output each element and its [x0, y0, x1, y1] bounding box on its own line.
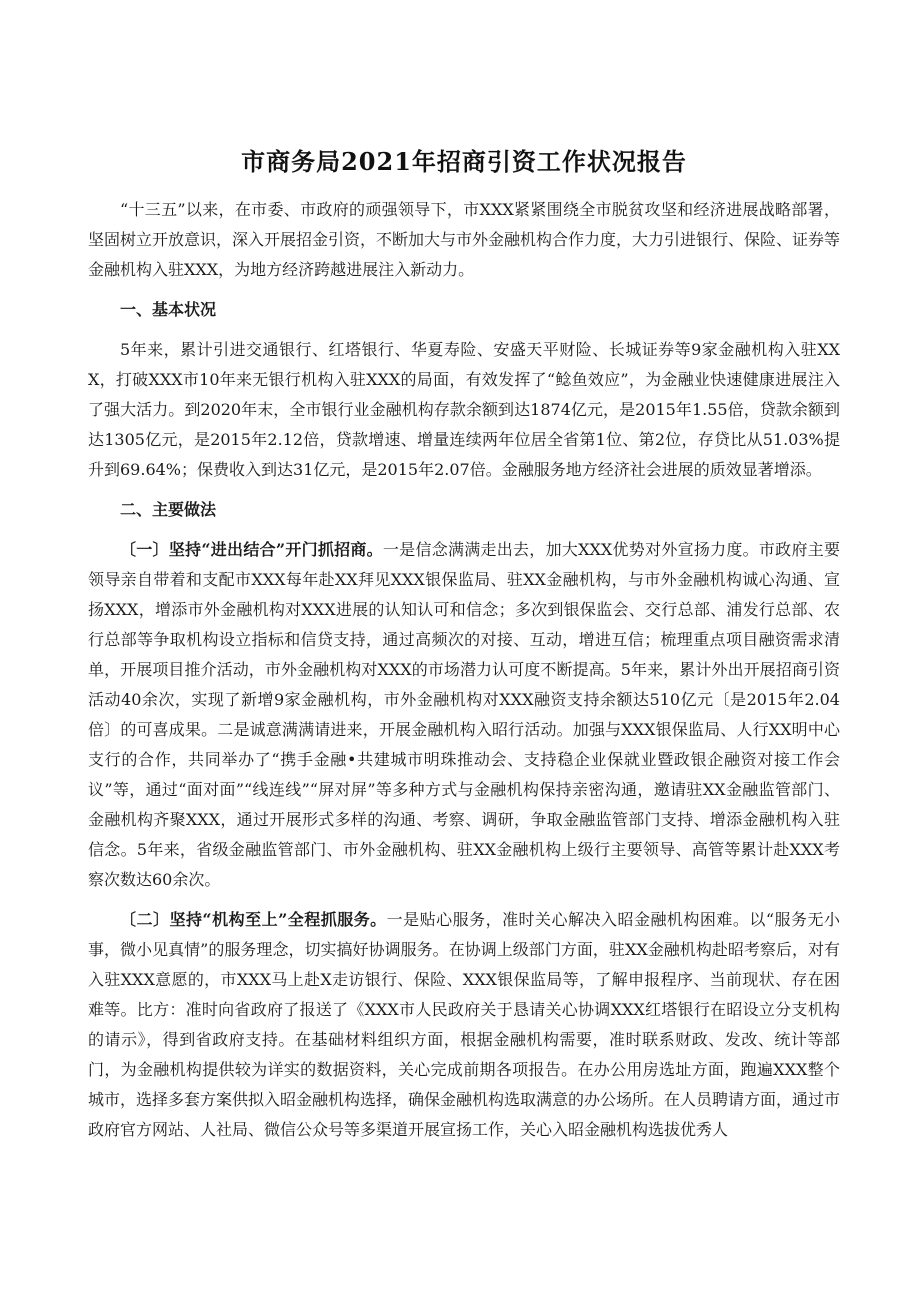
subsection-2-paragraph	[88, 905, 840, 1145]
section-heading-basic-status: 一、基本状况	[120, 300, 217, 319]
section-basic-status-body: 5年来，累计引进交通银行、红塔银行、华夏寿险、安盛天平财险、长城证券等9家金融机构入驻XXX，打破XXX市10年来无银行机构入驻XXX的局面，有效发挥了“鲶鱼效应”，为金融业快速健康进展注入了强大活力。到2020年末，全市银行业金融机构存款余额到达1874亿元，是2015年1.55倍，贷款余额到达1305亿元，是2015年2.12倍，贷款增速、增量连续两年位居全省第1位、第2位，存贷比从51.03%提升到69.64%；保费收入到达31亿元，是2015年2.07倍。金融服务地方经济社会进展的质效显著增添。	[88, 340, 840, 479]
section-heading-main-practices: 二、主要做法	[120, 500, 217, 519]
subsection-2-body: 一是贴心服务，准时关心解决入昭金融机构困难。以“服务无小事，微小见真情”的服务理念，切实搞好协调服务。在协调上级部门方面，驻XX金融机构赴昭考察后，对有入驻XXX意愿的，市XXX马上赴X走访银行、保险、XXX银保监局等，了解申报程序、当前现状、存在困难等。比方：准时向省政府了报送了《XXX市人民政府关于恳请关心协调XXX红塔银行在昭设立分支机构的请示》，得到省政府支持。在基础材料组织方面，根据金融机构需要，准时联系财政、发改、统计等部门，为金融机构提供较为详实的数据资料，关心完成前期各项报告。在办公用房选址方面，跑遍XXX整个城市，选择多套方案供拟入昭金融机构选择，确保金融机构选取满意的办公场所。在人员聘请方面，通过市政府官方网站、人社局、微信公众号等多渠道开展宣扬工作，关心入昭金融机构选拔优秀人	[88, 910, 841, 1139]
subsection-1-body: 一是信念满满走出去，加大XXX优势对外宣扬力度。市政府主要领导亲自带着和支配市XXX每年赴XX拜见XXX银保监局、驻XX金融机构，与市外金融机构诚心沟通、宣扬XXX，增添市外金融机构对XXX进展的认知认可和信念；多次到银保监会、交行总部、浦发行总部、农行总部等争取机构设立指标和信贷支持，通过高频次的对接、互动，增进互信；梳理重点项目融资需求清单，开展项目推介活动，市外金融机构对XXX的市场潜力认可度不断提高。5年来，累计外出开展招商引资活动40余次，实现了新增9家金融机构，市外金融机构对XXX融资支持余额达510亿元〔是2015年2.04倍〕的可喜成果。二是诚意满满请进来，开展金融机构入昭行活动。加强与XXX银保监局、人行XX明中心支行的合作，共同举办了“携手金融•共建城市明珠推动会、支持稳企业保就业暨政银企融资对接工作会议”等，通过“面对面”“线连线”“屏对屏”等多种方式与金融机构保持亲密沟通，邀请驻XX金融监管部门、金融机构齐聚XXX，通过开展形式多样的沟通、考察、调研，争取金融监管部门支持、增添金融机构入驻信念。5年来，省级金融监管部门、市外金融机构、驻XX金融机构上级行主要领导、高管等累计赴XXX考察次数达60余次。	[88, 540, 840, 889]
document-title: 市商务局2021年招商引资工作状况报告	[241, 147, 687, 176]
subsection-2-lead: 〔二〕坚持“机构至上”全程抓服务。	[120, 910, 387, 929]
subsection-1-paragraph	[88, 535, 840, 895]
intro-paragraph: “十三五”以来，在市委、市政府的顽强领导下，市XXX紧紧围绕全市脱贫攻坚和经济进展战略部署，坚固树立开放意识，深入开展招金引资，不断加大与市外金融机构合作力度，大力引进银行、保险、证券等金融机构入驻XXX，为地方经济跨越进展注入新动力。	[88, 200, 841, 279]
subsection-1-lead: 〔一〕坚持“进出结合”开门抓招商。	[120, 540, 383, 559]
